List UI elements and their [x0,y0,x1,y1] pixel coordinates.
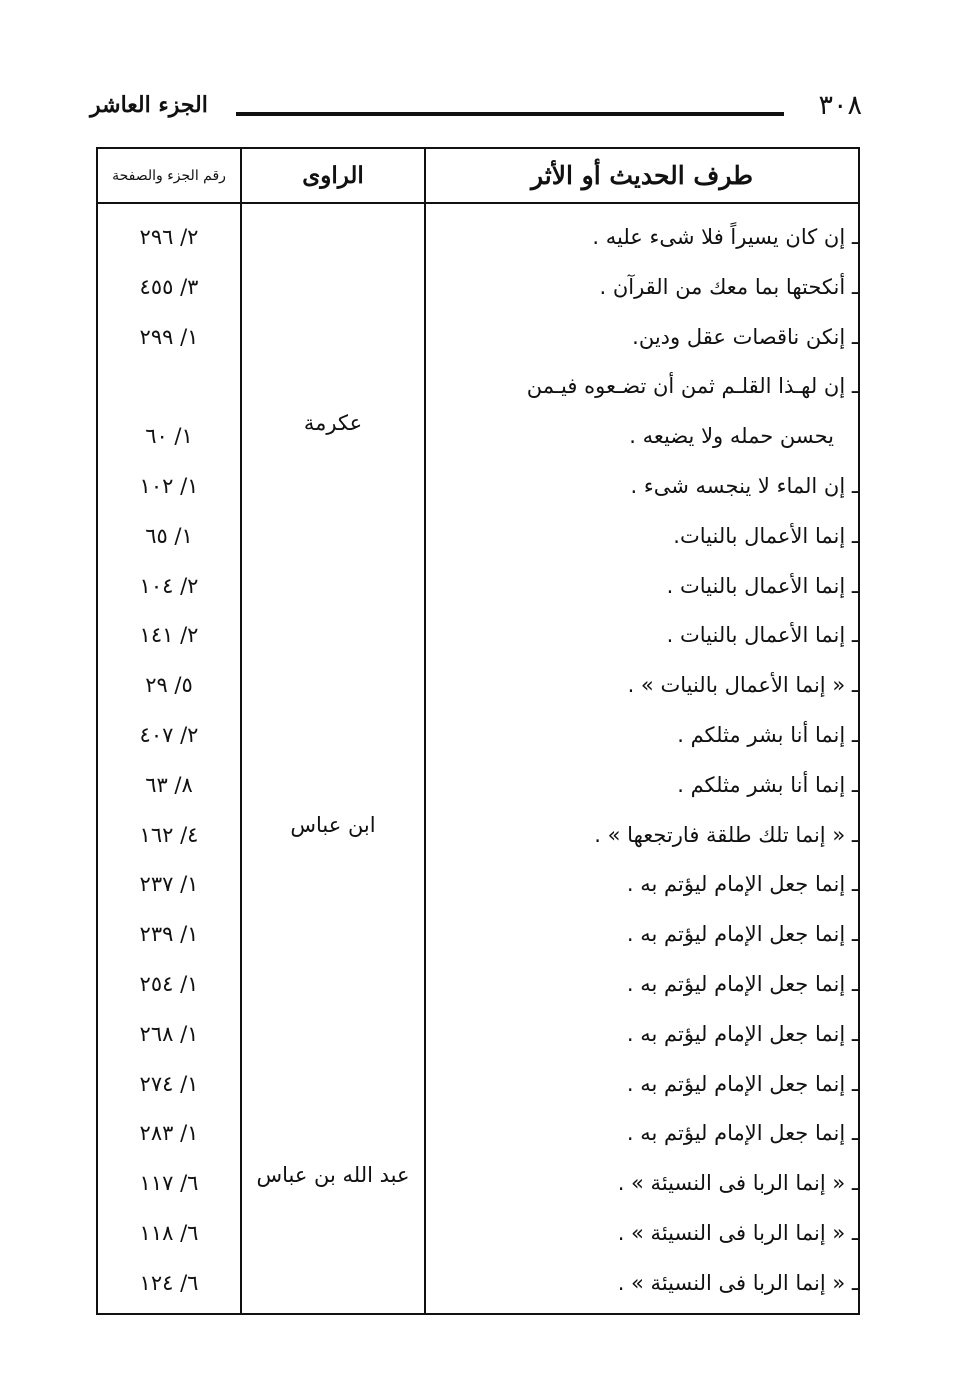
narrator-cell: ابن عباس [290,813,376,837]
table-row [98,860,858,910]
reference-cell: ٣/ ٤٥٥ [139,274,199,299]
table-row [98,362,858,412]
hadith-cell: ـ إنما أنا بشر مثلكم . [677,772,858,797]
table-row [98,910,858,960]
table-row [98,562,858,612]
reference-cell: ١/ ٢٥٤ [139,971,199,996]
reference-cell: ١/ ٦٠ [145,424,193,449]
table-row [98,711,858,761]
reference-cell: ١/ ٢٣٩ [139,922,199,947]
hadith-cell: ـ إنكن ناقصات عقل ودين. [632,324,858,349]
reference-cell: ١/ ٢٧٤ [139,1071,199,1096]
hadith-cell: ـ « إنما الربا فى النسيئة » . [617,1220,858,1245]
table-row [98,661,858,711]
reference-cell: ٦/ ١١٨ [139,1220,199,1245]
reference-cell: ١/ ٢٨٣ [139,1121,199,1146]
hadith-cell: ـ إنما جعل الإمام ليؤتم به . [626,1021,858,1046]
hadith-cell: ـ « إنما الربا فى النسيئة » . [617,1171,858,1196]
hadith-cell: ـ إنما جعل الإمام ليؤتم به . [626,872,858,897]
reference-cell: ١/ ٦٥ [145,523,193,548]
table-row [98,1060,858,1110]
reference-cell: ١/ ٢٩٩ [139,324,199,349]
reference-cell: ٢/ ٤٠٧ [139,722,199,747]
reference-cell: ٥/ ٢٩ [145,673,193,698]
table-row [98,761,858,811]
column-header-hadith: طرف الحديث أو الأثر [530,161,754,190]
hadith-cell: ـ أنكحتها بما معك من القرآن . [599,274,858,299]
table-row [98,1259,858,1309]
reference-cell: ٤/ ١٦٢ [139,822,199,847]
hadith-cell: ـ إنما الأعمال بالنيات . [666,623,858,648]
narrator-cell: عكرمة [303,411,363,435]
hadith-cell: ـ « إنما الأعمال بالنيات » . [627,673,858,698]
hadith-cell: ـ « إنما الربا فى النسيئة » . [617,1270,858,1295]
hadith-index-table [96,147,860,1315]
part-title: الجزء العاشر [90,92,208,118]
hadith-cell: ـ إنما الأعمال بالنيات. [673,523,858,548]
table-row [98,412,858,462]
hadith-cell: ـ إن كان يسيراً فلا شىء عليه . [592,225,858,249]
hadith-cell: يحسن حمله ولا يضيعه . [629,424,834,449]
hadith-cell: ـ إنما أنا بشر مثلكم . [677,722,858,747]
hadith-cell: ـ إنما جعل الإمام ليؤتم به . [626,922,858,947]
column-header-narrator: الراوى [302,162,364,189]
hadith-cell: ـ إنما جعل الإمام ليؤتم به . [626,1121,858,1146]
table-row [98,462,858,512]
table-row [98,1209,858,1259]
hadith-cell: ـ إن الماء لا ينجسه شىء . [630,473,858,498]
reference-cell: ١/ ١٠٢ [139,473,199,498]
page-number: ٣٠٨ [818,90,862,121]
hadith-cell: ـ إنما جعل الإمام ليؤتم به . [626,971,858,996]
table-row [98,512,858,562]
table-row [98,213,858,263]
narrator-cell: عبد الله بن عباس [256,1163,410,1187]
table-row [98,1010,858,1060]
reference-cell: ٦/ ١٢٤ [139,1270,199,1295]
header-divider [98,202,858,204]
reference-cell: ١/ ٢٣٧ [139,872,199,897]
table-row [98,960,858,1010]
reference-cell: ٦/ ١١٧ [139,1171,199,1196]
hadith-cell: ـ « إنما تلك طلقة فارتجعها » . [594,822,858,847]
reference-cell: ٢/ ٢٩٦ [139,225,199,249]
page-header [90,86,862,136]
reference-cell: ٢/ ١٤١ [139,623,199,648]
table-row [98,611,858,661]
table-row [98,313,858,363]
hadith-cell: ـ إن لهـذا القلـم ثمن أن تضـعوه فيـمن [526,374,858,399]
hadith-cell: ـ إنما جعل الإمام ليؤتم به . [626,1071,858,1096]
table-row [98,263,858,313]
reference-cell [98,362,240,412]
table-row [98,1109,858,1159]
column-header-reference: رقم الجزء والصفحة [112,167,226,184]
table-row [98,811,858,861]
table-body [98,213,858,1309]
reference-cell: ١/ ٢٦٨ [139,1021,199,1046]
reference-cell: ٨/ ٦٣ [145,772,193,797]
reference-cell: ٢/ ١٠٤ [139,573,199,598]
table-row [98,1159,858,1209]
hadith-cell: ـ إنما الأعمال بالنيات . [666,573,858,598]
header-rule [236,112,784,116]
